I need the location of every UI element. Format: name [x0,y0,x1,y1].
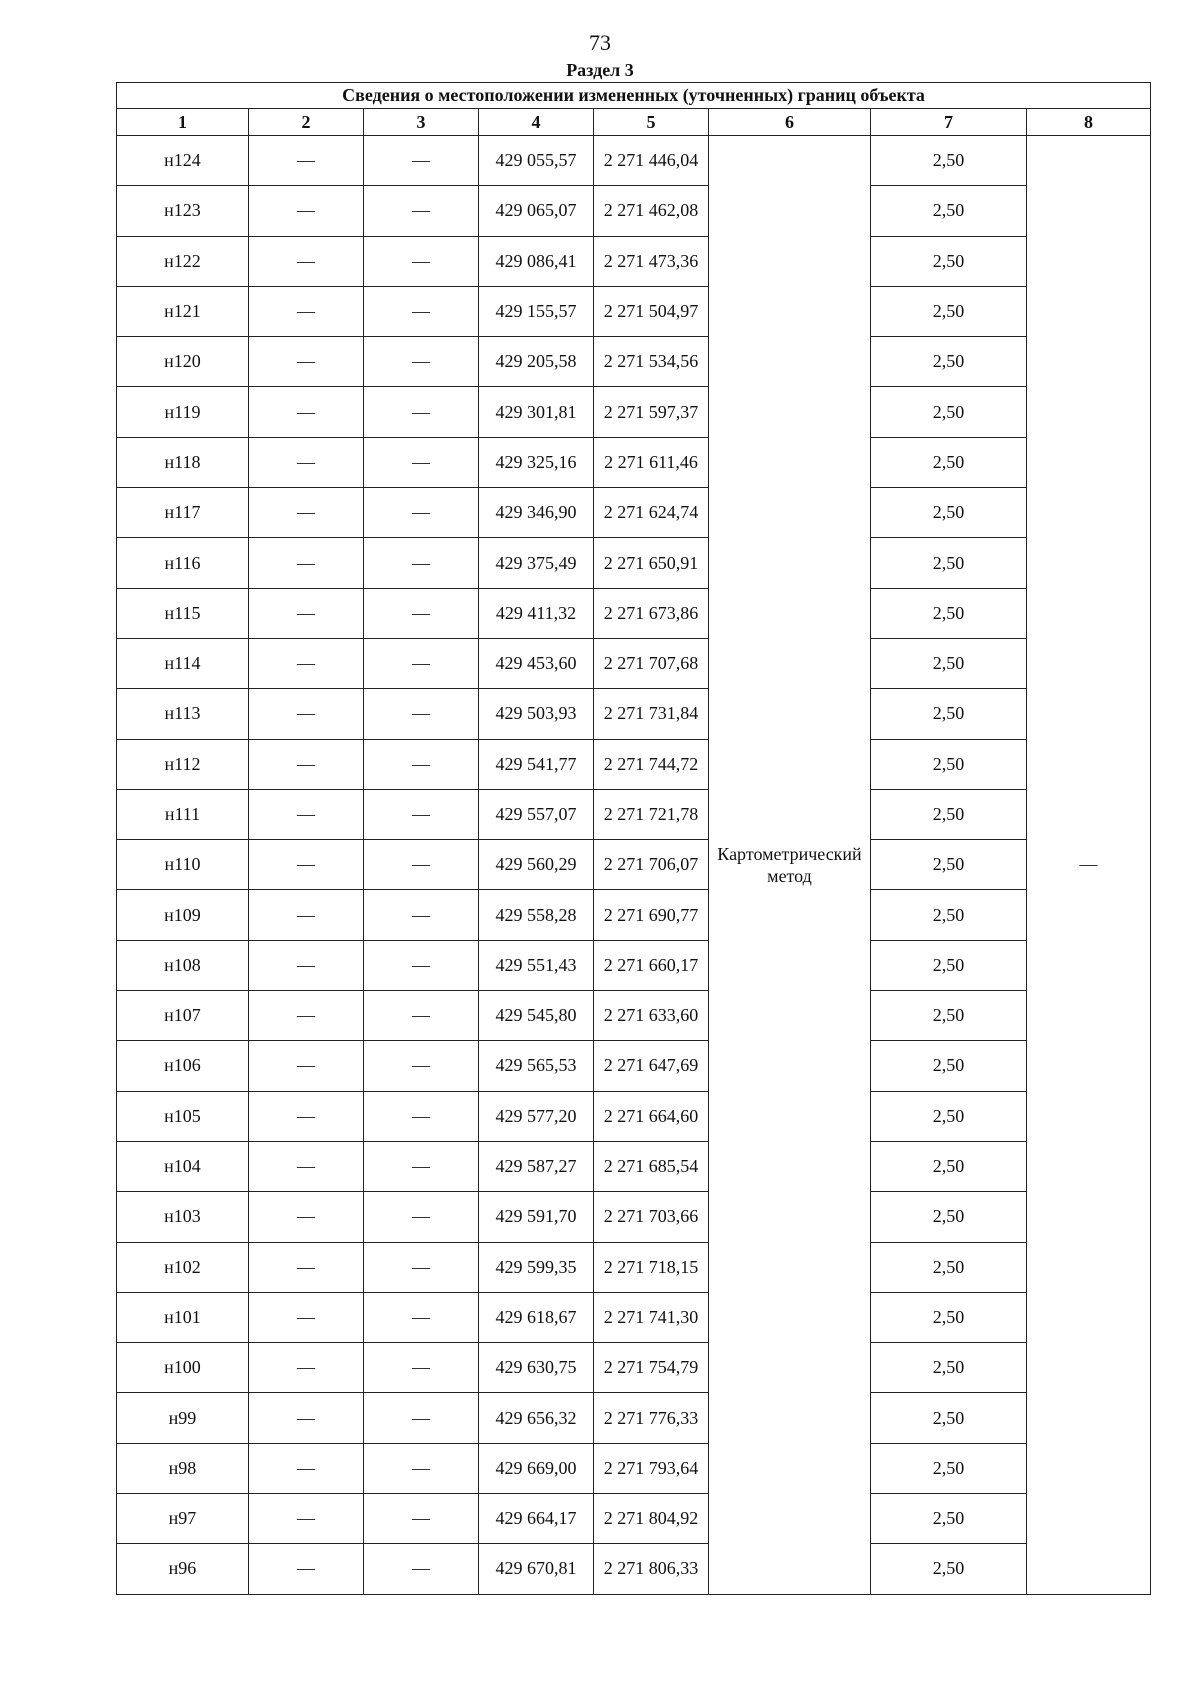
accuracy-cell: 2,50 [871,236,1027,286]
accuracy-cell: 2,50 [871,538,1027,588]
accuracy-cell: 2,50 [871,1292,1027,1342]
y-coordinate-cell: 2 271 673,86 [594,588,709,638]
column-2-cell: — [249,1544,364,1594]
y-coordinate-cell: 2 271 462,08 [594,186,709,236]
accuracy-cell: 2,50 [871,940,1027,990]
y-coordinate-cell: 2 271 650,91 [594,538,709,588]
column-8-cell: — [1027,136,1151,1595]
point-number-cell: н106 [117,1041,249,1091]
column-3-cell: — [364,991,479,1041]
column-3-cell: — [364,739,479,789]
column-2-cell: — [249,1141,364,1191]
accuracy-cell: 2,50 [871,840,1027,890]
x-coordinate-cell: 429 155,57 [479,286,594,336]
table-row [117,890,1151,940]
point-number-cell: н109 [117,890,249,940]
point-number-cell: н123 [117,186,249,236]
column-2-cell: — [249,1091,364,1141]
x-coordinate-cell: 429 086,41 [479,236,594,286]
x-coordinate-cell: 429 587,27 [479,1141,594,1191]
accuracy-cell: 2,50 [871,387,1027,437]
accuracy-cell: 2,50 [871,1242,1027,1292]
column-header: 4 [479,109,594,136]
column-3-cell: — [364,638,479,688]
point-number-cell: н114 [117,638,249,688]
y-coordinate-cell: 2 271 806,33 [594,1544,709,1594]
column-3-cell: — [364,1494,479,1544]
x-coordinate-cell: 429 669,00 [479,1443,594,1493]
column-3-cell: — [364,789,479,839]
point-number-cell: н115 [117,588,249,638]
table-row [117,437,1151,487]
y-coordinate-cell: 2 271 718,15 [594,1242,709,1292]
point-number-cell: н107 [117,991,249,1041]
x-coordinate-cell: 429 577,20 [479,1091,594,1141]
table-row [117,1041,1151,1091]
column-3-cell: — [364,136,479,186]
accuracy-cell: 2,50 [871,136,1027,186]
column-header: 5 [594,109,709,136]
column-3-cell: — [364,286,479,336]
point-number-cell: н122 [117,236,249,286]
column-2-cell: — [249,1041,364,1091]
coordinates-table [116,82,1151,1595]
table-row [117,387,1151,437]
accuracy-cell: 2,50 [871,789,1027,839]
table-row [117,991,1151,1041]
point-number-cell: н118 [117,437,249,487]
column-2-cell: — [249,840,364,890]
column-2-cell: — [249,1494,364,1544]
x-coordinate-cell: 429 560,29 [479,840,594,890]
table-row [117,236,1151,286]
column-2-cell: — [249,1393,364,1443]
y-coordinate-cell: 2 271 473,36 [594,236,709,286]
accuracy-cell: 2,50 [871,638,1027,688]
y-coordinate-cell: 2 271 754,79 [594,1343,709,1393]
y-coordinate-cell: 2 271 685,54 [594,1141,709,1191]
table-row [117,588,1151,638]
column-2-cell: — [249,689,364,739]
point-number-cell: н111 [117,789,249,839]
y-coordinate-cell: 2 271 706,07 [594,840,709,890]
column-2-cell: — [249,1292,364,1342]
table-caption: Сведения о местоположении измененных (уточненных) границ объекта [117,83,1151,109]
table-row [117,1544,1151,1594]
point-number-cell: н105 [117,1091,249,1141]
table-row [117,789,1151,839]
y-coordinate-cell: 2 271 534,56 [594,337,709,387]
table-row [117,739,1151,789]
method-cell: Картометрический метод [709,136,871,1595]
point-number-cell: н110 [117,840,249,890]
table-header-row [117,109,1151,136]
table-caption-row [117,83,1151,109]
x-coordinate-cell: 429 618,67 [479,1292,594,1342]
y-coordinate-cell: 2 271 744,72 [594,739,709,789]
column-2-cell: — [249,437,364,487]
accuracy-cell: 2,50 [871,739,1027,789]
x-coordinate-cell: 429 630,75 [479,1343,594,1393]
accuracy-cell: 2,50 [871,1343,1027,1393]
accuracy-cell: 2,50 [871,890,1027,940]
table-row [117,1292,1151,1342]
column-2-cell: — [249,488,364,538]
x-coordinate-cell: 429 411,32 [479,588,594,638]
column-2-cell: — [249,136,364,186]
y-coordinate-cell: 2 271 776,33 [594,1393,709,1443]
x-coordinate-cell: 429 664,17 [479,1494,594,1544]
point-number-cell: н102 [117,1242,249,1292]
column-2-cell: — [249,387,364,437]
column-header: 1 [117,109,249,136]
table-row [117,1091,1151,1141]
y-coordinate-cell: 2 271 597,37 [594,387,709,437]
accuracy-cell: 2,50 [871,337,1027,387]
y-coordinate-cell: 2 271 721,78 [594,789,709,839]
column-3-cell: — [364,840,479,890]
y-coordinate-cell: 2 271 707,68 [594,638,709,688]
column-2-cell: — [249,739,364,789]
table-row [117,538,1151,588]
accuracy-cell: 2,50 [871,1443,1027,1493]
table-row [117,840,1151,890]
column-2-cell: — [249,337,364,387]
point-number-cell: н124 [117,136,249,186]
column-2-cell: — [249,890,364,940]
x-coordinate-cell: 429 599,35 [479,1242,594,1292]
column-3-cell: — [364,1141,479,1191]
x-coordinate-cell: 429 591,70 [479,1192,594,1242]
column-3-cell: — [364,387,479,437]
accuracy-cell: 2,50 [871,1091,1027,1141]
x-coordinate-cell: 429 055,57 [479,136,594,186]
column-3-cell: — [364,1443,479,1493]
column-3-cell: — [364,437,479,487]
y-coordinate-cell: 2 271 504,97 [594,286,709,336]
table-row [117,1494,1151,1544]
column-2-cell: — [249,991,364,1041]
column-2-cell: — [249,236,364,286]
y-coordinate-cell: 2 271 703,66 [594,1192,709,1242]
column-2-cell: — [249,1192,364,1242]
x-coordinate-cell: 429 558,28 [479,890,594,940]
y-coordinate-cell: 2 271 804,92 [594,1494,709,1544]
x-coordinate-cell: 429 205,58 [479,337,594,387]
point-number-cell: н98 [117,1443,249,1493]
column-3-cell: — [364,890,479,940]
point-number-cell: н121 [117,286,249,336]
accuracy-cell: 2,50 [871,1141,1027,1191]
column-3-cell: — [364,1544,479,1594]
point-number-cell: н99 [117,1393,249,1443]
accuracy-cell: 2,50 [871,1393,1027,1443]
column-3-cell: — [364,588,479,638]
accuracy-cell: 2,50 [871,1494,1027,1544]
x-coordinate-cell: 429 656,32 [479,1393,594,1443]
x-coordinate-cell: 429 453,60 [479,638,594,688]
accuracy-cell: 2,50 [871,689,1027,739]
column-3-cell: — [364,1242,479,1292]
accuracy-cell: 2,50 [871,588,1027,638]
column-3-cell: — [364,1393,479,1443]
table-row [117,940,1151,990]
column-3-cell: — [364,1091,479,1141]
point-number-cell: н113 [117,689,249,739]
column-3-cell: — [364,538,479,588]
table-row [117,186,1151,236]
y-coordinate-cell: 2 271 647,69 [594,1041,709,1091]
y-coordinate-cell: 2 271 731,84 [594,689,709,739]
point-number-cell: н101 [117,1292,249,1342]
point-number-cell: н120 [117,337,249,387]
table-row [117,488,1151,538]
table-row [117,638,1151,688]
point-number-cell: н116 [117,538,249,588]
column-3-cell: — [364,1041,479,1091]
column-3-cell: — [364,236,479,286]
accuracy-cell: 2,50 [871,991,1027,1041]
table-row [117,1192,1151,1242]
x-coordinate-cell: 429 065,07 [479,186,594,236]
column-2-cell: — [249,538,364,588]
column-header: 6 [709,109,871,136]
table-row [117,1343,1151,1393]
page-number: 73 [589,30,611,55]
point-number-cell: н117 [117,488,249,538]
column-2-cell: — [249,638,364,688]
column-header: 3 [364,109,479,136]
column-header: 8 [1027,109,1151,136]
point-number-cell: н112 [117,739,249,789]
x-coordinate-cell: 429 375,49 [479,538,594,588]
column-3-cell: — [364,1292,479,1342]
table-row [117,1393,1151,1443]
column-3-cell: — [364,1192,479,1242]
section-title: Раздел 3 [566,60,634,80]
column-3-cell: — [364,940,479,990]
y-coordinate-cell: 2 271 660,17 [594,940,709,990]
table-row [117,1443,1151,1493]
accuracy-cell: 2,50 [871,1544,1027,1594]
column-3-cell: — [364,488,479,538]
y-coordinate-cell: 2 271 611,46 [594,437,709,487]
accuracy-cell: 2,50 [871,286,1027,336]
x-coordinate-cell: 429 551,43 [479,940,594,990]
column-2-cell: — [249,1343,364,1393]
x-coordinate-cell: 429 557,07 [479,789,594,839]
x-coordinate-cell: 429 346,90 [479,488,594,538]
point-number-cell: н96 [117,1544,249,1594]
x-coordinate-cell: 429 325,16 [479,437,594,487]
column-3-cell: — [364,186,479,236]
accuracy-cell: 2,50 [871,488,1027,538]
y-coordinate-cell: 2 271 664,60 [594,1091,709,1141]
point-number-cell: н100 [117,1343,249,1393]
x-coordinate-cell: 429 301,81 [479,387,594,437]
column-2-cell: — [249,1443,364,1493]
y-coordinate-cell: 2 271 793,64 [594,1443,709,1493]
table-row [117,337,1151,387]
column-2-cell: — [249,588,364,638]
column-2-cell: — [249,940,364,990]
x-coordinate-cell: 429 545,80 [479,991,594,1041]
table-row [117,1141,1151,1191]
column-2-cell: — [249,789,364,839]
y-coordinate-cell: 2 271 446,04 [594,136,709,186]
accuracy-cell: 2,50 [871,1041,1027,1091]
accuracy-cell: 2,50 [871,1192,1027,1242]
table-row [117,1242,1151,1292]
y-coordinate-cell: 2 271 624,74 [594,488,709,538]
table-row [117,689,1151,739]
point-number-cell: н119 [117,387,249,437]
x-coordinate-cell: 429 503,93 [479,689,594,739]
column-header: 2 [249,109,364,136]
column-header: 7 [871,109,1027,136]
point-number-cell: н103 [117,1192,249,1242]
x-coordinate-cell: 429 541,77 [479,739,594,789]
table-row [117,286,1151,336]
y-coordinate-cell: 2 271 633,60 [594,991,709,1041]
accuracy-cell: 2,50 [871,186,1027,236]
point-number-cell: н104 [117,1141,249,1191]
column-3-cell: — [364,1343,479,1393]
table-body [117,136,1151,1595]
y-coordinate-cell: 2 271 690,77 [594,890,709,940]
point-number-cell: н108 [117,940,249,990]
column-2-cell: — [249,1242,364,1292]
column-2-cell: — [249,186,364,236]
point-number-cell: н97 [117,1494,249,1544]
table-row [117,136,1151,186]
column-2-cell: — [249,286,364,336]
column-3-cell: — [364,337,479,387]
y-coordinate-cell: 2 271 741,30 [594,1292,709,1342]
x-coordinate-cell: 429 670,81 [479,1544,594,1594]
column-3-cell: — [364,689,479,739]
x-coordinate-cell: 429 565,53 [479,1041,594,1091]
accuracy-cell: 2,50 [871,437,1027,487]
